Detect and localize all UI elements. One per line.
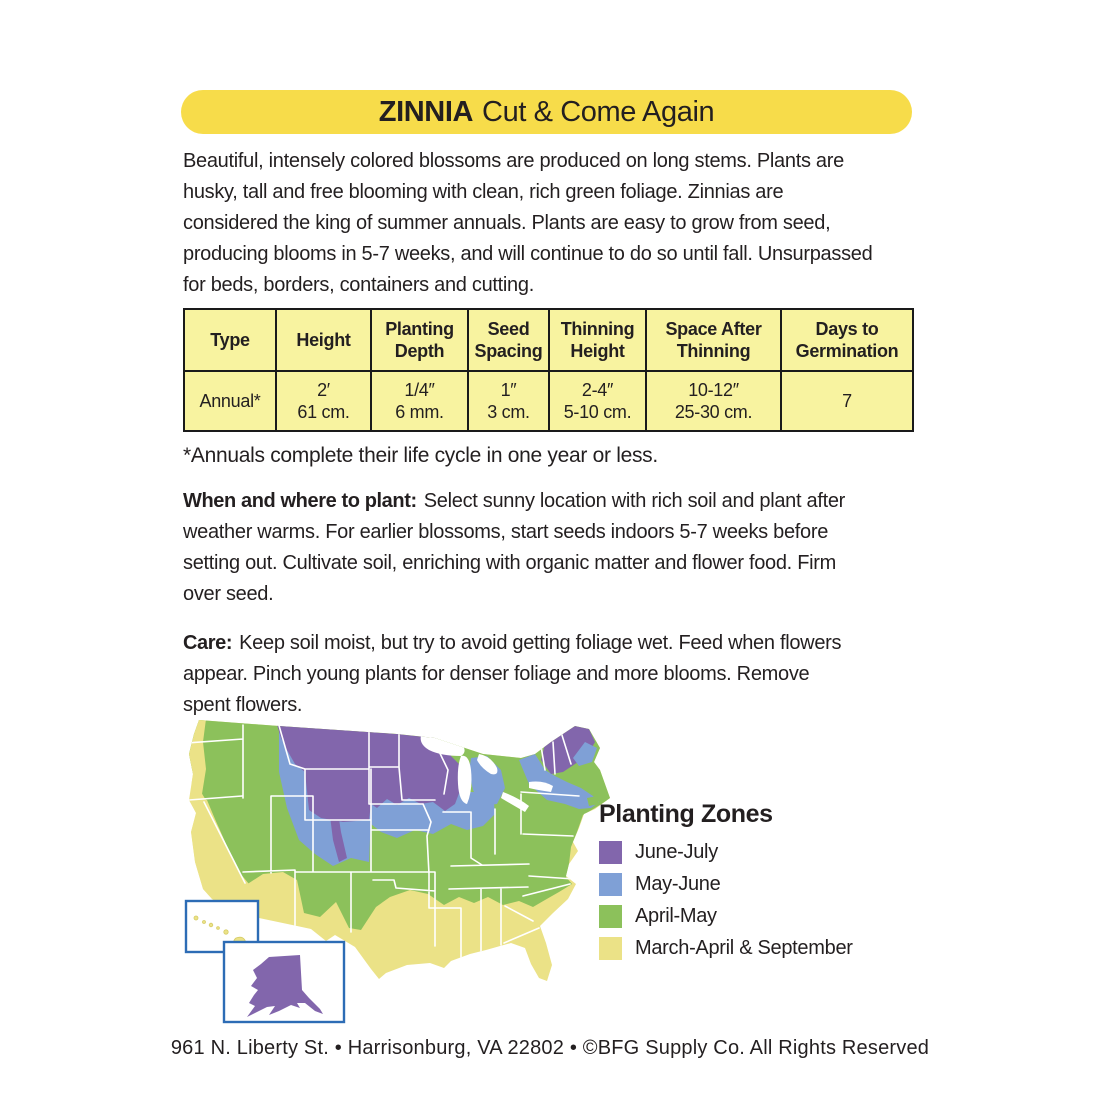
when-where-paragraph — [183, 486, 928, 610]
annual-footnote: *Annuals complete their life cycle in one year or less. — [183, 444, 658, 467]
march-april-september-swatch — [599, 937, 622, 960]
variety-name: ZINNIA — [378, 95, 474, 128]
cell-seed-spacing: 1″ 3 cm. — [468, 371, 549, 431]
legend-label: May-June — [635, 872, 721, 895]
col-header-space-after-thinning: Space After Thinning — [646, 309, 781, 371]
col-header-planting-depth: Planting Depth — [371, 309, 468, 371]
section-label: Care: — [183, 632, 233, 654]
description-line: husky, tall and free blooming with clean, rich green foliage. Zinnias are — [183, 181, 784, 203]
legend-item-may-june — [599, 868, 929, 900]
variety-subname: Cut & Come Again — [482, 95, 715, 128]
description-line: considered the king of summer annuals. Plants are easy to grow from seed, — [183, 212, 831, 234]
cell-height: 2′ 61 cm. — [276, 371, 371, 431]
may-june-swatch — [599, 873, 622, 896]
paragraph-line: appear. Pinch young plants for denser foliage and more blooms. Remove — [183, 663, 810, 685]
cell-thinning-height: 2-4″ 5-10 cm. — [549, 371, 646, 431]
paragraph-line: spent flowers. — [183, 694, 303, 716]
alaska-inset — [224, 942, 344, 1022]
planting-zones-legend — [599, 800, 929, 964]
paragraph-line: Care: Keep soil moist, but try to avoid getting foliage wet. Feed when flowers — [183, 632, 842, 654]
col-header-days-to-germination: Days to Germination — [781, 309, 913, 371]
cell-space-after-thinning: 10-12″ 25-30 cm. — [646, 371, 781, 431]
cell-days-to-germination: 7 — [781, 371, 913, 431]
paragraph-line: over seed. — [183, 583, 274, 605]
paragraph-line: weather warms. For earlier blossoms, start seeds indoors 5-7 weeks before — [183, 521, 829, 543]
col-header-height: Height — [276, 309, 371, 371]
june-july-swatch — [599, 841, 622, 864]
legend-item-april-may — [599, 900, 929, 932]
legend-title: Planting Zones — [599, 800, 773, 828]
planting-info-table — [183, 308, 914, 432]
title-banner — [181, 90, 912, 134]
col-header-thinning-height: Thinning Height — [549, 309, 646, 371]
paragraph-line: setting out. Cultivate soil, enriching with organic matter and flower food. Firm — [183, 552, 836, 574]
legend-item-june-july — [599, 836, 929, 868]
legend-label: June-July — [635, 840, 718, 863]
legend-label: March-April & September — [635, 936, 853, 959]
address-copyright-line: 961 N. Liberty St. • Harrisonburg, VA 22802 • ©BFG Supply Co. All Rights Reserved — [170, 1037, 930, 1059]
table-header-row — [184, 309, 913, 371]
col-header-seed-spacing: Seed Spacing — [468, 309, 549, 371]
us-planting-zones-map — [183, 712, 613, 1034]
legend-label: April-May — [635, 904, 717, 927]
section-label: When and where to plant: — [183, 490, 417, 512]
description-line: Beautiful, intensely colored blossoms are produced on long stems. Plants are — [183, 150, 844, 172]
description-line: for beds, borders, containers and cutting. — [183, 274, 534, 296]
cell-type: Annual* — [184, 371, 276, 431]
col-header-type: Type — [184, 309, 276, 371]
legend-item-march-april-september — [599, 932, 929, 964]
table-data-row — [184, 371, 913, 431]
cell-planting-depth: 1/4″ 6 mm. — [371, 371, 468, 431]
description-line: producing blooms in 5-7 weeks, and will continue to do so until fall. Unsurpassed — [183, 243, 873, 265]
care-paragraph — [183, 628, 928, 721]
description-paragraph — [183, 146, 928, 301]
april-may-swatch — [599, 905, 622, 928]
paragraph-line: When and where to plant: Select sunny location with rich soil and plant after — [183, 490, 846, 512]
page-title — [379, 96, 714, 129]
